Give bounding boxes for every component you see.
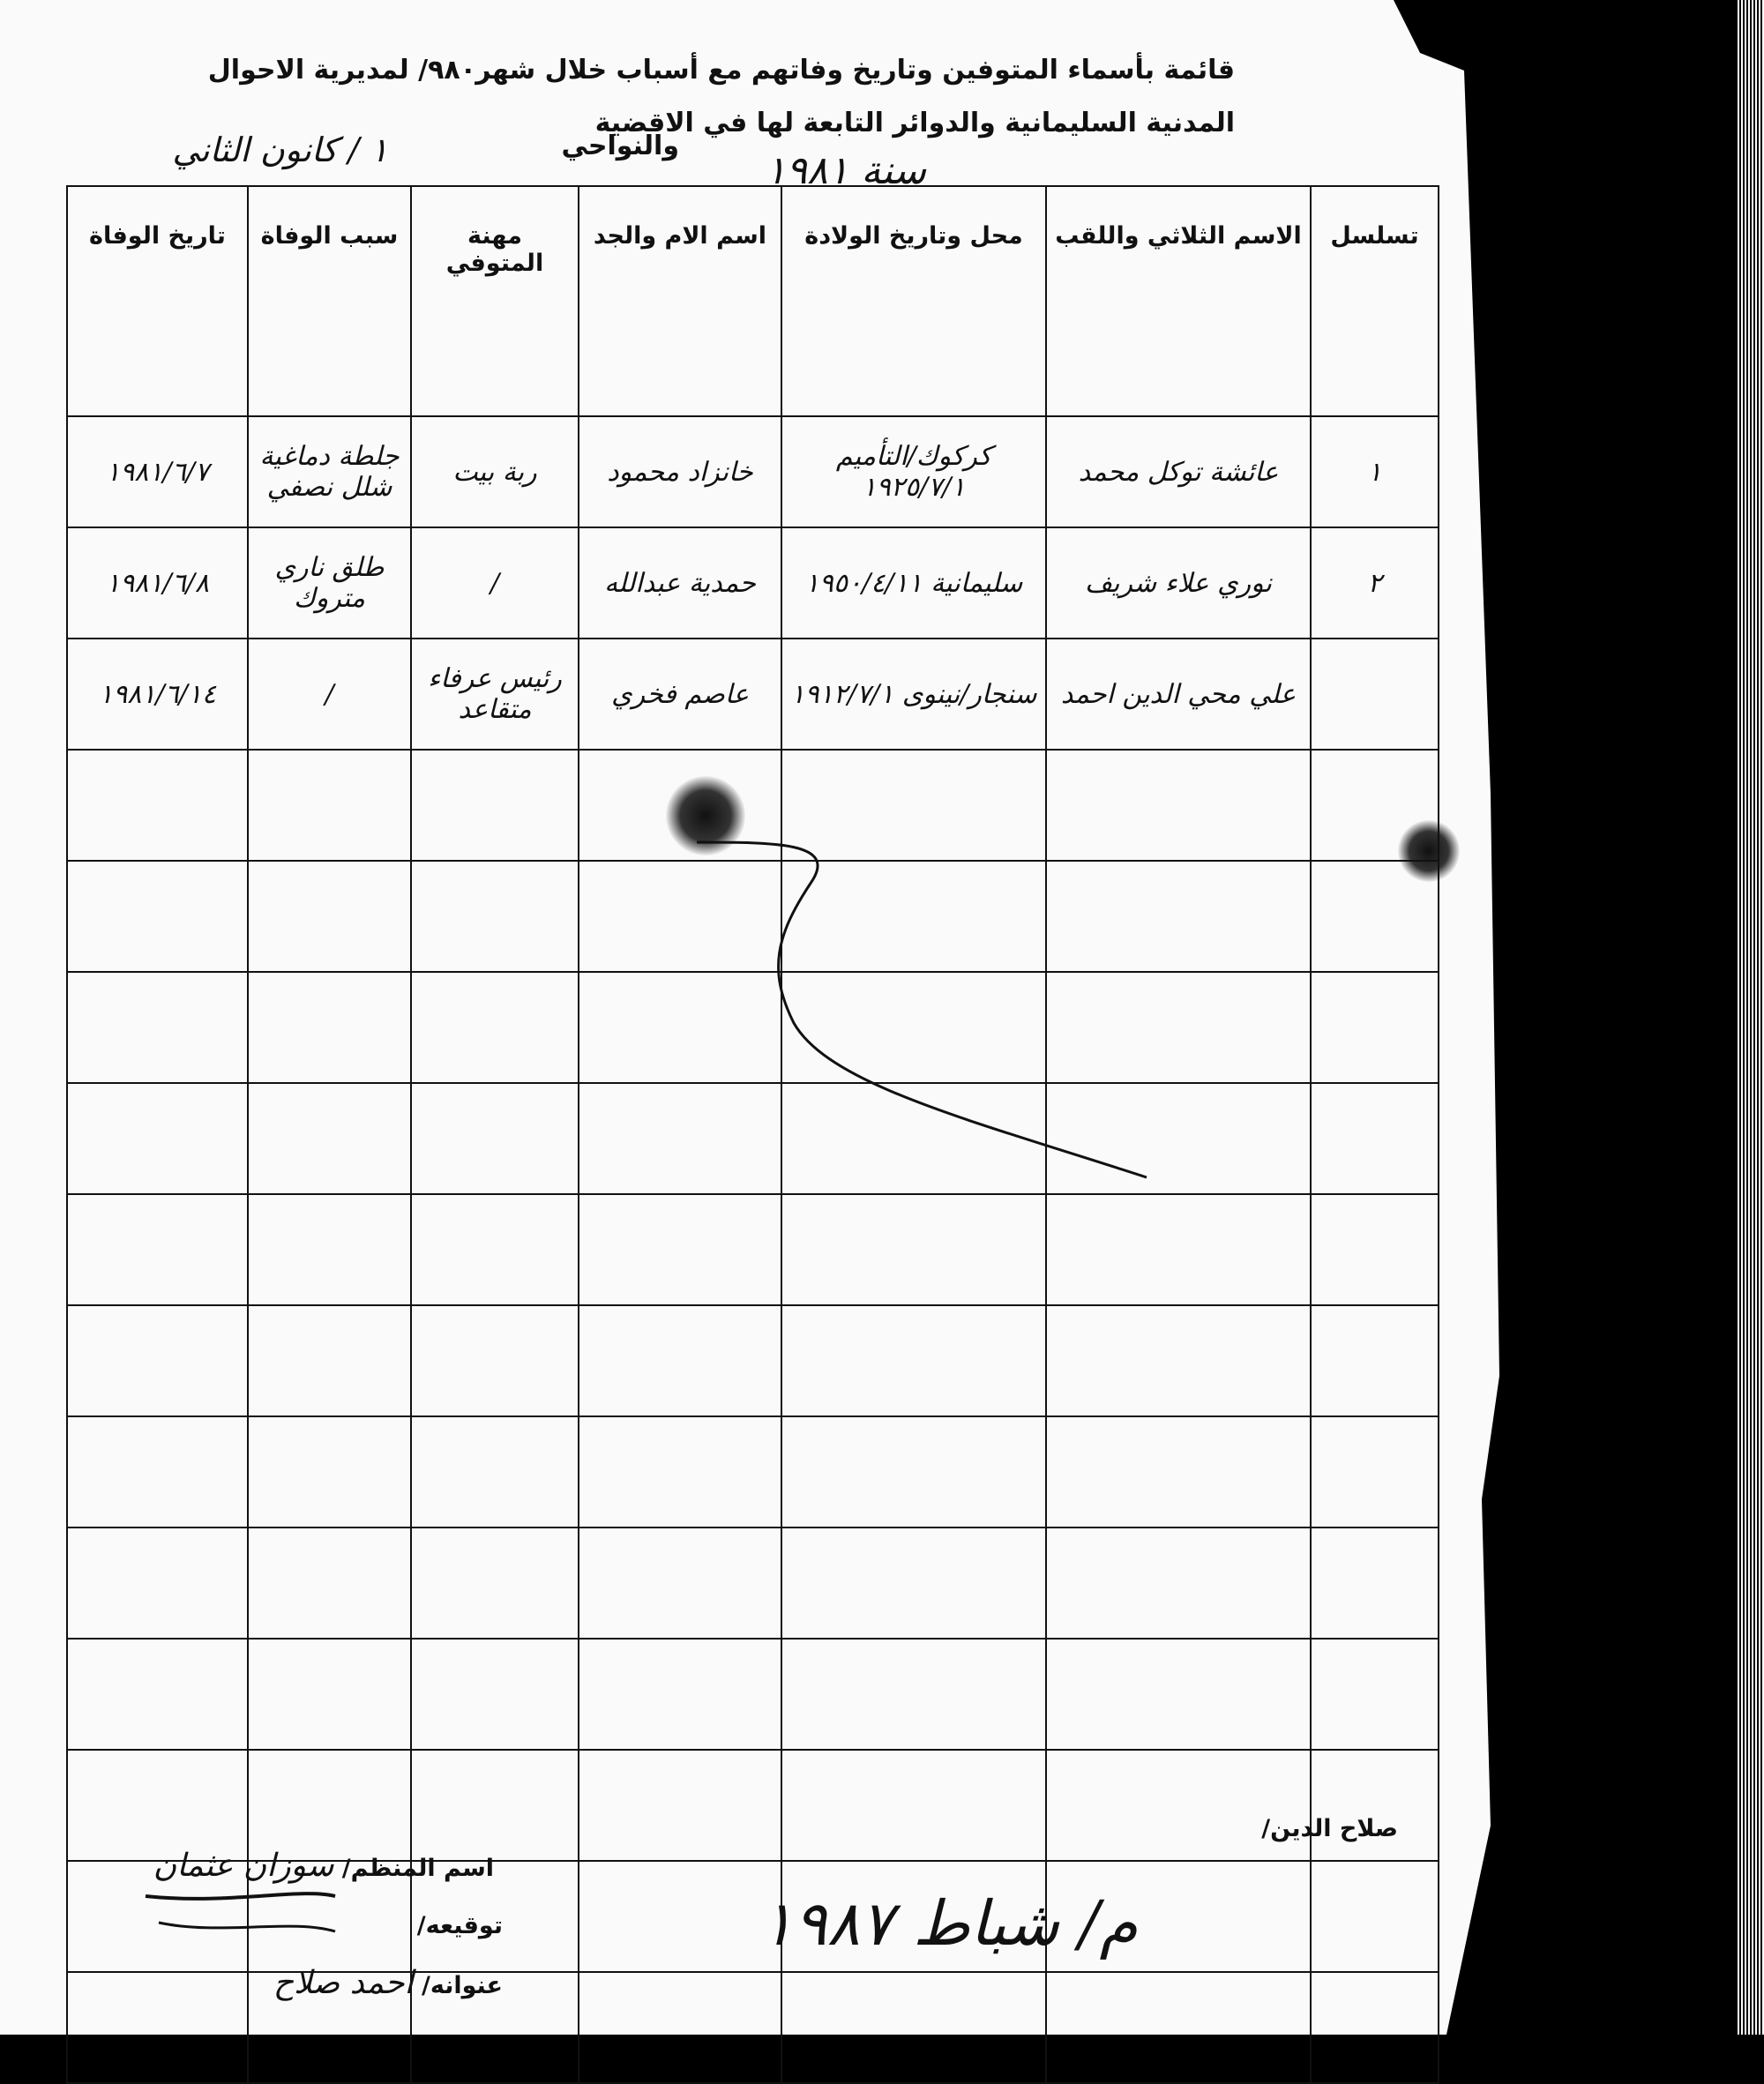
signature-field xyxy=(417,1912,503,1939)
binding-edge xyxy=(1738,0,1764,2035)
cell-empty xyxy=(411,1750,579,1861)
cell-empty xyxy=(411,1194,579,1305)
title-line-2: المدنية السليمانية والدوائر التابعة لها في الاقضية xyxy=(594,108,1235,138)
cell-empty xyxy=(411,1639,579,1750)
table-row-empty xyxy=(67,861,1439,972)
cell-mother: عاصم فخري xyxy=(579,639,781,750)
cell-empty xyxy=(1311,972,1439,1083)
cell-empty xyxy=(781,750,1046,861)
table-row-empty xyxy=(67,750,1439,861)
column-header-name: الاسم الثلاثي واللقب xyxy=(1046,186,1311,416)
cell-empty xyxy=(781,1416,1046,1528)
cell-empty xyxy=(781,1194,1046,1305)
cell-empty xyxy=(1311,861,1439,972)
cell-empty xyxy=(248,1194,411,1305)
cell-empty xyxy=(67,1750,248,1861)
column-header-job: مهنة المتوفي xyxy=(411,186,579,416)
table-row-empty xyxy=(67,1083,1439,1194)
table-header-row xyxy=(67,186,1439,416)
cell-date: ١٩٨١/٦/٨ xyxy=(67,527,248,639)
organizer-field xyxy=(153,1848,494,1884)
table-row xyxy=(67,527,1439,639)
table-row-empty xyxy=(67,1750,1439,1861)
cell-seq xyxy=(1311,639,1439,750)
cell-empty xyxy=(248,861,411,972)
address-field xyxy=(273,1965,503,2001)
title-line-1: قائمة بأسماء المتوفين وتاريخ وفاتهم مع أسباب خلال شهر xyxy=(475,55,1235,86)
cell-empty xyxy=(411,750,579,861)
table-row xyxy=(67,639,1439,750)
cell-empty xyxy=(1311,1861,1439,1972)
cell-empty xyxy=(579,1639,781,1750)
cell-empty xyxy=(781,1972,1046,2083)
deaths-table xyxy=(66,185,1439,2084)
column-header-birth: محل وتاريخ الولادة xyxy=(781,186,1046,416)
cell-empty xyxy=(579,1750,781,1861)
cell-empty xyxy=(1311,1194,1439,1305)
cell-empty xyxy=(248,1639,411,1750)
cell-empty xyxy=(1311,1750,1439,1861)
cell-empty xyxy=(1046,1750,1311,1861)
cell-empty xyxy=(67,1194,248,1305)
cell-empty xyxy=(248,1083,411,1194)
cell-empty xyxy=(67,1639,248,1750)
cell-birth: كركوك/التأميم ١٩٢٥/٧/١ xyxy=(781,416,1046,527)
cell-empty xyxy=(248,972,411,1083)
cell-empty xyxy=(67,972,248,1083)
cell-seq: ٢ xyxy=(1311,527,1439,639)
footer-location-label: صلاح الدين/ xyxy=(1261,1815,1398,1842)
cell-cause: طلق ناري متروك xyxy=(248,527,411,639)
cell-empty xyxy=(411,861,579,972)
column-header-mother: اسم الام والجد xyxy=(579,186,781,416)
cell-cause: / xyxy=(248,639,411,750)
cell-job: / xyxy=(411,527,579,639)
cell-empty xyxy=(411,972,579,1083)
cell-empty xyxy=(1046,1528,1311,1639)
cell-empty xyxy=(1311,750,1439,861)
column-header-seq: تسلسل xyxy=(1311,186,1439,416)
organizer-value: سوزان عثمان xyxy=(153,1848,334,1884)
cell-cause: جلطة دماغية شلل نصفي xyxy=(248,416,411,527)
cell-empty xyxy=(411,1416,579,1528)
cell-empty xyxy=(248,1528,411,1639)
cell-empty xyxy=(781,861,1046,972)
cell-empty xyxy=(411,1528,579,1639)
address-label: عنوانه/ xyxy=(421,1972,503,1999)
cell-date: ١٩٨١/٦/١٤ xyxy=(67,639,248,750)
cell-empty xyxy=(781,972,1046,1083)
cell-empty xyxy=(1046,1083,1311,1194)
cell-empty xyxy=(248,1416,411,1528)
cell-empty xyxy=(248,1750,411,1861)
cell-empty xyxy=(579,972,781,1083)
cell-name: نوري علاء شريف xyxy=(1046,527,1311,639)
cell-empty xyxy=(1046,750,1311,861)
handwritten-footer-date: م/ شباط ١٩٨٧ xyxy=(760,1887,1138,1960)
cell-empty xyxy=(1311,1416,1439,1528)
cell-empty xyxy=(1311,1305,1439,1416)
cell-empty xyxy=(781,1639,1046,1750)
cell-empty xyxy=(781,1083,1046,1194)
handwritten-month: ١ / كانون الثاني xyxy=(172,131,388,169)
cell-mother: خانزاد محمود xyxy=(579,416,781,527)
cell-empty xyxy=(67,1528,248,1639)
cell-empty xyxy=(579,1528,781,1639)
column-header-date: تاريخ الوفاة xyxy=(67,186,248,416)
cell-empty xyxy=(67,1305,248,1416)
cell-empty xyxy=(579,1194,781,1305)
cell-empty xyxy=(1311,1083,1439,1194)
table-row-empty xyxy=(67,1194,1439,1305)
table-row-empty xyxy=(67,1305,1439,1416)
table-row-empty xyxy=(67,1416,1439,1528)
cell-job: ربة بيت xyxy=(411,416,579,527)
cell-empty xyxy=(1046,1639,1311,1750)
cell-birth: سنجار/نينوى ١٩١٢/٧/١ xyxy=(781,639,1046,750)
cell-empty xyxy=(67,861,248,972)
title-districts: والنواحي xyxy=(561,131,679,161)
cell-empty xyxy=(67,1972,248,2083)
table-row-empty xyxy=(67,1639,1439,1750)
cell-empty xyxy=(248,1305,411,1416)
cell-empty xyxy=(411,1083,579,1194)
cell-empty xyxy=(579,1305,781,1416)
cell-empty xyxy=(781,1528,1046,1639)
cell-empty xyxy=(67,1416,248,1528)
cell-empty xyxy=(579,861,781,972)
cell-empty xyxy=(1046,1194,1311,1305)
cell-birth: سليمانية ١٩٥٠/٤/١١ xyxy=(781,527,1046,639)
cell-empty xyxy=(67,750,248,861)
cell-empty xyxy=(579,750,781,861)
cell-empty xyxy=(411,1305,579,1416)
cell-empty xyxy=(67,1083,248,1194)
cell-empty xyxy=(1311,1639,1439,1750)
table-row xyxy=(67,416,1439,527)
address-value: احمد صلاح xyxy=(273,1965,414,2001)
signature-label: توقيعه/ xyxy=(416,1912,503,1939)
cell-date: ١٩٨١/٦/٧ xyxy=(67,416,248,527)
cell-empty xyxy=(579,1861,781,1972)
cell-empty xyxy=(781,1305,1046,1416)
column-header-cause: سبب الوفاة xyxy=(248,186,411,416)
cell-mother: حمدية عبدالله xyxy=(579,527,781,639)
cell-job: رئيس عرفاء متقاعد xyxy=(411,639,579,750)
table-row-empty xyxy=(67,972,1439,1083)
organizer-label: اسم المنظم/ xyxy=(341,1855,494,1882)
table-row-empty xyxy=(67,1528,1439,1639)
cell-empty xyxy=(1046,972,1311,1083)
cell-empty xyxy=(781,1750,1046,1861)
cell-empty xyxy=(579,1972,781,2083)
cell-seq: ١ xyxy=(1311,416,1439,527)
cell-empty xyxy=(248,750,411,861)
cell-name: عائشة توكل محمد xyxy=(1046,416,1311,527)
cell-empty xyxy=(1311,1972,1439,2083)
cell-empty xyxy=(1046,1416,1311,1528)
cell-empty xyxy=(1046,1305,1311,1416)
cell-name: علي محي الدين احمد xyxy=(1046,639,1311,750)
handwritten-year: سنة ١٩٨١ xyxy=(765,148,926,193)
cell-empty xyxy=(1046,1972,1311,2083)
title-directorate: ٩٨٠/ لمديرية الاحوال xyxy=(207,55,476,86)
cell-empty xyxy=(1046,861,1311,972)
cell-empty xyxy=(579,1083,781,1194)
cell-empty xyxy=(579,1416,781,1528)
cell-empty xyxy=(1311,1528,1439,1639)
